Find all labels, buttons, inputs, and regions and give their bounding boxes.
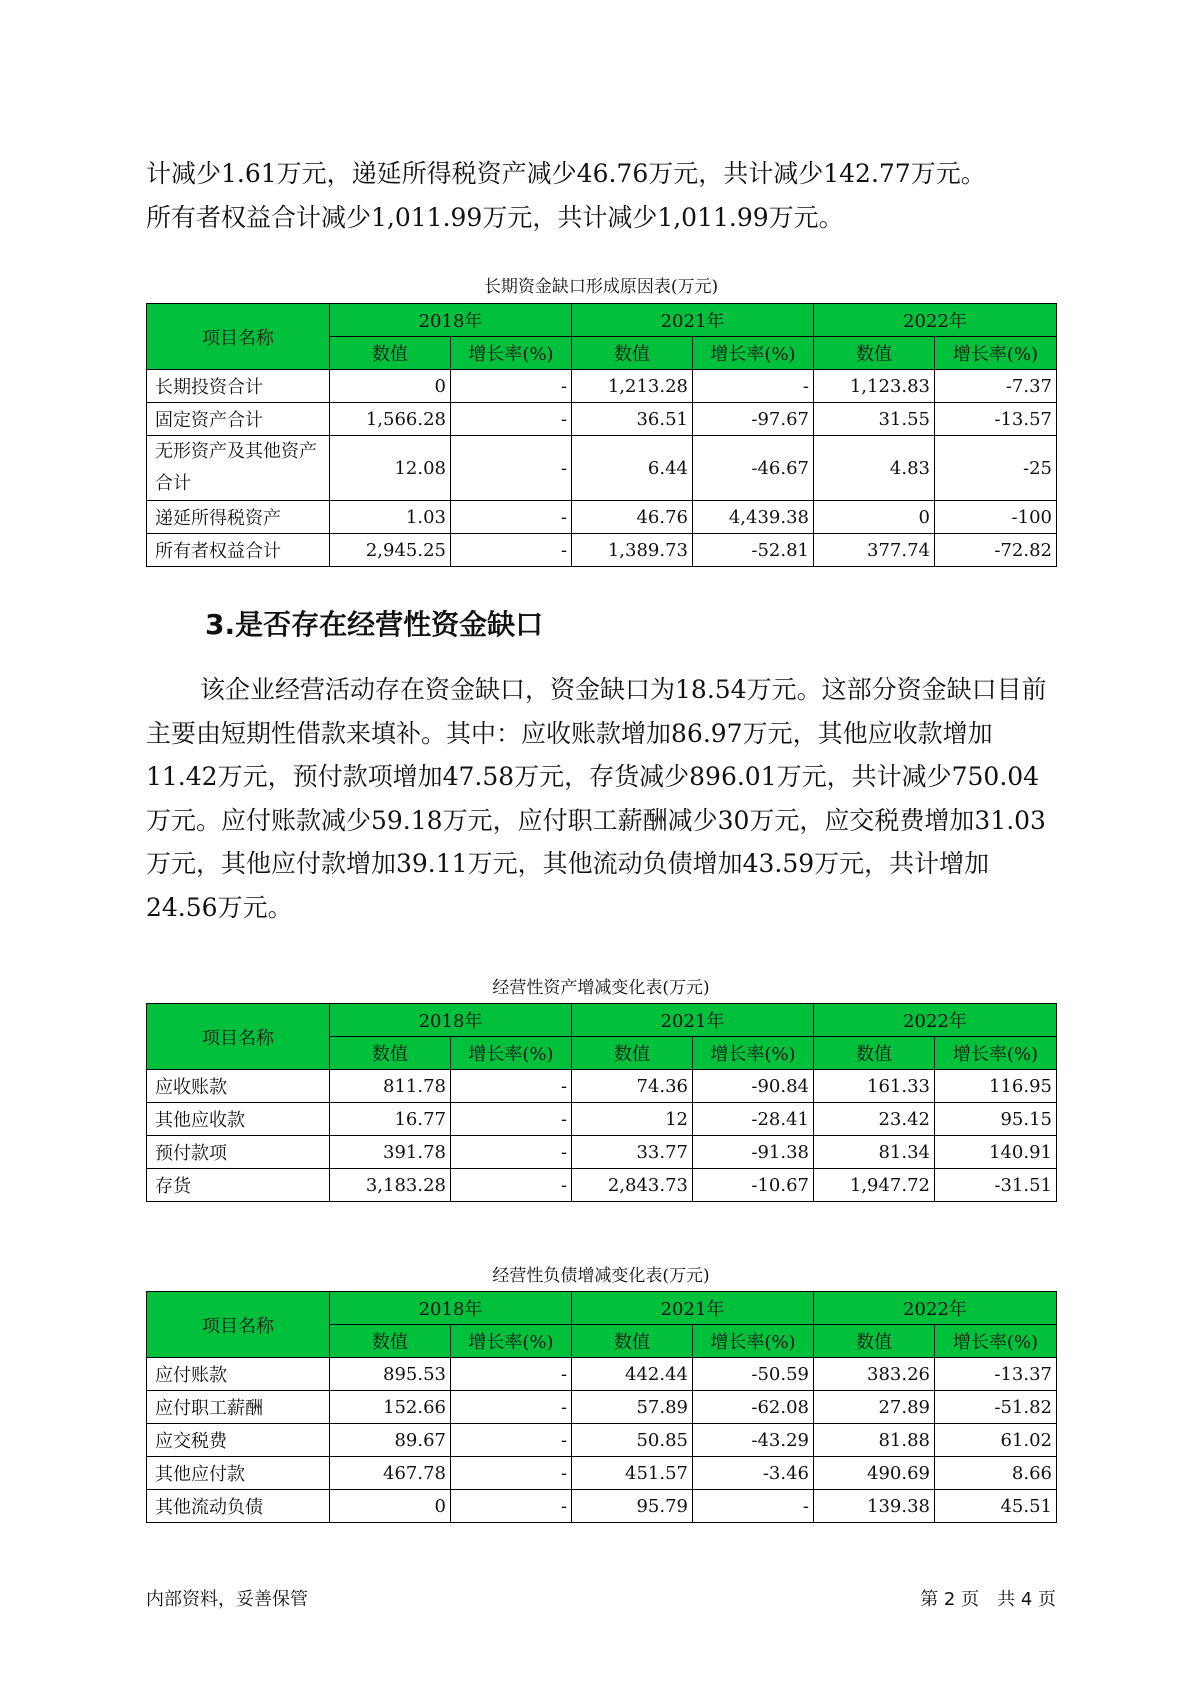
header-year: 2018年 [330, 1004, 572, 1037]
table-cell: - [451, 1070, 572, 1103]
section-heading: 3.是否存在经营性资金缺口 [205, 608, 544, 641]
table-cell: - [451, 1358, 572, 1391]
table-cell: 74.36 [572, 1070, 693, 1103]
header-year: 2018年 [330, 304, 572, 337]
table-row [147, 1070, 1057, 1103]
header-value: 数值 [572, 337, 693, 370]
table-cell: 81.88 [814, 1424, 935, 1457]
table-row [147, 1103, 1057, 1136]
table-row [147, 1424, 1057, 1457]
table-cell: 57.89 [572, 1391, 693, 1424]
table-cell: 8.66 [935, 1457, 1057, 1490]
table-row [147, 436, 1057, 501]
table-cell: -3.46 [693, 1457, 814, 1490]
row-label: 应付职工薪酬 [147, 1391, 330, 1424]
table-cell: 1,213.28 [572, 370, 693, 403]
table-cell: 45.51 [935, 1490, 1057, 1523]
table-cell: -62.08 [693, 1391, 814, 1424]
table-cell: - [451, 1490, 572, 1523]
table-cell: -52.81 [693, 534, 814, 567]
table-cell: -91.38 [693, 1136, 814, 1169]
table-cell: 16.77 [330, 1103, 451, 1136]
table-cell: 152.66 [330, 1391, 451, 1424]
footer-page-number: 第 2 页 共 4 页 [920, 1589, 1056, 1610]
table-cell: 1,566.28 [330, 403, 451, 436]
table-cell: - [451, 1457, 572, 1490]
table-cell: 95.15 [935, 1103, 1057, 1136]
header-year: 2021年 [572, 304, 814, 337]
table-cell: 81.34 [814, 1136, 935, 1169]
table-cell: -72.82 [935, 534, 1057, 567]
header-growth-rate: 增长率(%) [451, 337, 572, 370]
header-year: 2021年 [572, 1004, 814, 1037]
table-cell: - [451, 1169, 572, 1202]
row-label: 其他流动负债 [147, 1490, 330, 1523]
intro-line-2: 所有者权益合计减少1,011.99万元，共计减少1,011.99万元。 [146, 202, 844, 232]
table-cell: - [451, 1103, 572, 1136]
row-label: 所有者权益合计 [147, 534, 330, 567]
table-cell: - [451, 501, 572, 534]
table-row [147, 1169, 1057, 1202]
table-row [147, 1358, 1057, 1391]
table-cell: 27.89 [814, 1391, 935, 1424]
table-cell: 0 [814, 501, 935, 534]
header-item-name: 项目名称 [147, 1004, 330, 1070]
table1-caption: 长期资金缺口形成原因表(万元) [483, 277, 719, 297]
table3-caption: 经营性负债增减变化表(万元) [492, 1266, 710, 1286]
table-cell: -100 [935, 501, 1057, 534]
table-cell: -51.82 [935, 1391, 1057, 1424]
table-cell: -90.84 [693, 1070, 814, 1103]
table-cell: 23.42 [814, 1103, 935, 1136]
table-cell: -31.51 [935, 1169, 1057, 1202]
row-label: 存货 [147, 1169, 330, 1202]
header-year: 2022年 [814, 1292, 1057, 1325]
table-cell: 467.78 [330, 1457, 451, 1490]
table-row [147, 370, 1057, 403]
header-value: 数值 [330, 337, 451, 370]
table-cell: - [451, 370, 572, 403]
table-cell: 2,945.25 [330, 534, 451, 567]
table-cell: - [451, 403, 572, 436]
header-item-name: 项目名称 [147, 1292, 330, 1358]
table-cell: 31.55 [814, 403, 935, 436]
table-cell: -28.41 [693, 1103, 814, 1136]
table-cell: 12 [572, 1103, 693, 1136]
table-cell: 490.69 [814, 1457, 935, 1490]
table-row [147, 1391, 1057, 1424]
table-cell: 811.78 [330, 1070, 451, 1103]
table-cell: 3,183.28 [330, 1169, 451, 1202]
table-cell: -25 [935, 436, 1057, 501]
header-growth-rate: 增长率(%) [693, 1325, 814, 1358]
operating-liabilities-table [146, 1291, 1057, 1523]
table-cell: 139.38 [814, 1490, 935, 1523]
row-label: 预付款项 [147, 1136, 330, 1169]
table-cell: 116.95 [935, 1070, 1057, 1103]
row-label: 其他应付款 [147, 1457, 330, 1490]
header-growth-rate: 增长率(%) [451, 1037, 572, 1070]
header-year: 2018年 [330, 1292, 572, 1325]
table-cell: 377.74 [814, 534, 935, 567]
row-label: 其他应收款 [147, 1103, 330, 1136]
footer-confidential: 内部资料，妥善保管 [146, 1589, 308, 1610]
header-row-years [147, 1004, 1057, 1037]
table-cell: -97.67 [693, 403, 814, 436]
table-cell: 391.78 [330, 1136, 451, 1169]
table-cell: 2,843.73 [572, 1169, 693, 1202]
table-row [147, 1457, 1057, 1490]
table-cell: 50.85 [572, 1424, 693, 1457]
table-row [147, 1490, 1057, 1523]
table-cell: 4.83 [814, 436, 935, 501]
header-growth-rate: 增长率(%) [935, 1037, 1057, 1070]
table-cell: 33.77 [572, 1136, 693, 1169]
table-cell: 95.79 [572, 1490, 693, 1523]
header-growth-rate: 增长率(%) [935, 337, 1057, 370]
header-growth-rate: 增长率(%) [451, 1325, 572, 1358]
header-value: 数值 [814, 1325, 935, 1358]
header-value: 数值 [330, 1037, 451, 1070]
row-label: 递延所得税资产 [147, 501, 330, 534]
table-row [147, 534, 1057, 567]
table-cell: 46.76 [572, 501, 693, 534]
row-label: 无形资产及其他资产合计 [147, 436, 330, 501]
table2-caption: 经营性资产增减变化表(万元) [492, 978, 710, 998]
long-term-funding-gap-table [146, 303, 1057, 567]
row-label: 应交税费 [147, 1424, 330, 1457]
header-growth-rate: 增长率(%) [693, 1037, 814, 1070]
table-cell: - [451, 1136, 572, 1169]
table-cell: - [693, 370, 814, 403]
table-cell: 442.44 [572, 1358, 693, 1391]
table-cell: 0 [330, 1490, 451, 1523]
table-cell: - [451, 1391, 572, 1424]
intro-text [146, 152, 1056, 239]
table-cell: 1,947.72 [814, 1169, 935, 1202]
table-cell: 140.91 [935, 1136, 1057, 1169]
table-cell: 0 [330, 370, 451, 403]
table-cell: 383.26 [814, 1358, 935, 1391]
header-growth-rate: 增长率(%) [693, 337, 814, 370]
intro-line-1: 计减少1.61万元，递延所得税资产减少46.76万元，共计减少142.77万元。 [146, 159, 986, 188]
table-cell: - [451, 1424, 572, 1457]
table-cell: 89.67 [330, 1424, 451, 1457]
header-year: 2022年 [814, 304, 1057, 337]
table-cell: -43.29 [693, 1424, 814, 1457]
header-year: 2022年 [814, 1004, 1057, 1037]
table-cell: -10.67 [693, 1169, 814, 1202]
header-value: 数值 [572, 1037, 693, 1070]
table-cell: -7.37 [935, 370, 1057, 403]
table-row [147, 403, 1057, 436]
table-cell: 1,123.83 [814, 370, 935, 403]
table-row [147, 501, 1057, 534]
table-cell: - [693, 1490, 814, 1523]
table-cell: 4,439.38 [693, 501, 814, 534]
table-cell: - [451, 436, 572, 501]
header-row-years [147, 304, 1057, 337]
table-cell: 451.57 [572, 1457, 693, 1490]
table-row [147, 1136, 1057, 1169]
section-paragraph: 该企业经营活动存在资金缺口，资金缺口为18.54万元。这部分资金缺口目前主要由短期性借款来填补。其中：应收账款增加86.97万元，其他应收款增加11.42万元，预付款项增加47.58万元，存货减少896.01万元，共计减少750.04万元。应付账款减少59.18万元，应付职工薪酬减少30万元，应交税费增加31.03万元，其他应付款增加39.11万元，其他流动负债增加43.59万元，共计增加24.56万元。 [146, 675, 1047, 922]
header-value: 数值 [330, 1325, 451, 1358]
header-value: 数值 [814, 1037, 935, 1070]
table-cell: -50.59 [693, 1358, 814, 1391]
header-row-years [147, 1292, 1057, 1325]
table-cell: 6.44 [572, 436, 693, 501]
table-cell: -13.37 [935, 1358, 1057, 1391]
row-label: 应付账款 [147, 1358, 330, 1391]
table-cell: 1,389.73 [572, 534, 693, 567]
header-year: 2021年 [572, 1292, 814, 1325]
table-cell: 895.53 [330, 1358, 451, 1391]
table-cell: -13.57 [935, 403, 1057, 436]
row-label: 应收账款 [147, 1070, 330, 1103]
table-cell: 61.02 [935, 1424, 1057, 1457]
table-cell: 1.03 [330, 501, 451, 534]
table-cell: -46.67 [693, 436, 814, 501]
table-cell: 12.08 [330, 436, 451, 501]
row-label: 固定资产合计 [147, 403, 330, 436]
header-item-name: 项目名称 [147, 304, 330, 370]
row-label: 长期投资合计 [147, 370, 330, 403]
header-growth-rate: 增长率(%) [935, 1325, 1057, 1358]
table-cell: - [451, 534, 572, 567]
header-value: 数值 [572, 1325, 693, 1358]
header-value: 数值 [814, 337, 935, 370]
table-cell: 161.33 [814, 1070, 935, 1103]
operating-assets-table [146, 1003, 1057, 1202]
table-cell: 36.51 [572, 403, 693, 436]
